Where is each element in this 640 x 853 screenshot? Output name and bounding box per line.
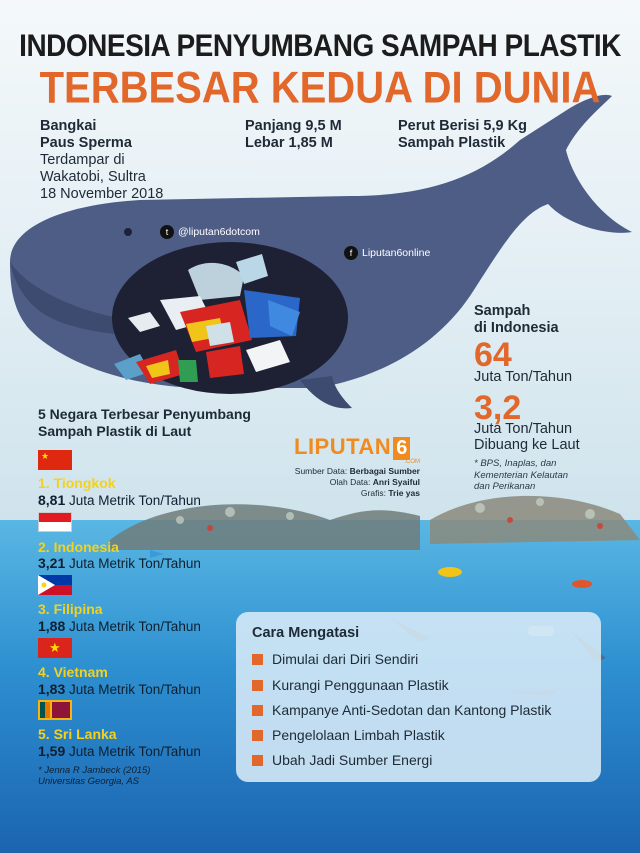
countries-heading-1: 5 Negara Terbesar Penyumbang — [38, 406, 251, 422]
credit-source — [260, 466, 420, 476]
country-2-name: 2. Indonesia — [38, 539, 119, 555]
country-2-unit: Juta Metrik Ton/Tahun — [69, 556, 201, 571]
whale-location-bold-1: Bangkai — [40, 118, 97, 134]
credit-data-value: Anri Syaiful — [372, 477, 420, 487]
country-4-value: 1,83 — [38, 681, 66, 697]
indonesia-value-2: 3,2 — [474, 389, 522, 427]
title-line-1: INDONESIA PENYUMBANG SAMPAH PLASTIK — [19, 28, 621, 63]
whale-width: Lebar 1,85 M — [245, 135, 333, 151]
countries-note-line-1: * Jenna R Jambeck (2015) — [38, 765, 151, 776]
whale-location-line-1: Terdampar di — [40, 152, 125, 168]
solution-item-1-text: Dimulai dari Diri Sendiri — [272, 651, 419, 667]
country-2-value: 3,21 — [38, 555, 66, 571]
indonesia-note-line-3: dan Perikanan — [474, 481, 536, 492]
credit-source-label: Sumber Data: — [294, 466, 348, 476]
twitter-icon: t — [160, 225, 174, 239]
liputan6-logo — [294, 434, 424, 464]
facebook-icon: f — [344, 246, 358, 260]
logo-suffix: .COM — [404, 459, 420, 465]
whale-location-line-3: 18 November 2018 — [40, 186, 164, 202]
twitter-handle-text: @liputan6dotcom — [178, 225, 260, 238]
solution-item-4 — [252, 727, 445, 743]
twitter-handle[interactable] — [160, 225, 260, 239]
logo-number: 6 — [393, 437, 410, 460]
credit-source-value: Berbagai Sumber — [349, 466, 420, 476]
country-1-unit: Juta Metrik Ton/Tahun — [69, 493, 201, 508]
facebook-handle-text: Liputan6online — [362, 246, 431, 259]
country-4-name: 4. Vietnam — [38, 664, 108, 680]
bullet-square-icon — [252, 654, 263, 665]
country-5-value: 1,59 — [38, 743, 66, 759]
solution-item-1 — [252, 651, 418, 667]
country-4-value-row — [38, 681, 201, 697]
bullet-square-icon — [252, 680, 263, 691]
indonesia-unit-2-line-2: Dibuang ke Laut — [474, 437, 580, 453]
country-4-unit: Juta Metrik Ton/Tahun — [69, 682, 201, 697]
country-5-name: 5. Sri Lanka — [38, 726, 117, 742]
bullet-square-icon — [252, 705, 263, 716]
solution-item-3 — [252, 702, 551, 718]
country-1-value-row — [38, 492, 201, 508]
whale-location-bold-2: Paus Sperma — [40, 135, 132, 151]
bullet-square-icon — [252, 730, 263, 741]
indonesia-heading-2: di Indonesia — [474, 320, 559, 336]
title-line-2: TERBESAR KEDUA DI DUNIA — [39, 63, 601, 113]
whale-location-line-2: Wakatobi, Sultra — [40, 169, 146, 185]
flag-philippines-icon — [38, 575, 72, 595]
indonesia-value-1: 64 — [474, 336, 512, 374]
countries-heading-2: Sampah Plastik di Laut — [38, 423, 192, 439]
indonesia-note-line-1: * BPS, Inaplas, dan — [474, 458, 557, 469]
solution-item-5-text: Ubah Jadi Sumber Energi — [272, 752, 433, 768]
whale-length: Panjang 9,5 M — [245, 118, 342, 134]
country-3-value: 1,88 — [38, 618, 66, 634]
countries-note-line-2: Universitas Georgia, AS — [38, 776, 140, 787]
facebook-handle[interactable] — [344, 246, 430, 260]
whale-stomach-line-2: Sampah Plastik — [398, 135, 506, 151]
country-3-value-row — [38, 618, 201, 634]
solution-item-2 — [252, 677, 449, 693]
flag-indonesia-icon — [38, 512, 72, 532]
solution-item-2-text: Kurangi Penggunaan Plastik — [272, 677, 449, 693]
logo-text: LIPUTAN — [294, 434, 392, 459]
indonesia-heading-1: Sampah — [474, 303, 531, 319]
indonesia-unit-1: Juta Ton/Tahun — [474, 369, 573, 385]
credit-graphic-value: Trie yas — [388, 488, 420, 498]
flag-china-icon: ★ — [38, 450, 72, 470]
countries-note — [38, 765, 150, 787]
country-5-unit: Juta Metrik Ton/Tahun — [69, 744, 201, 759]
credit-data-label: Olah Data: — [329, 477, 371, 487]
country-3-unit: Juta Metrik Ton/Tahun — [69, 619, 201, 634]
country-5-value-row — [38, 743, 201, 759]
whale-stomach-line-1: Perut Berisi 5,9 Kg — [398, 118, 527, 134]
flag-vietnam-icon: ★ — [38, 638, 72, 658]
solution-item-4-text: Pengelolaan Limbah Plastik — [272, 727, 445, 743]
credit-graphic-label: Grafis: — [360, 488, 386, 498]
solution-item-3-text: Kampanye Anti-Sedotan dan Kantong Plastik — [272, 702, 552, 718]
indonesia-note-line-2: Kementerian Kelautan — [474, 469, 569, 481]
country-1-value: 8,81 — [38, 492, 66, 508]
country-2-value-row — [38, 555, 201, 571]
country-3-name: 3. Filipina — [38, 601, 103, 617]
solutions-heading: Cara Mengatasi — [252, 625, 360, 641]
bullet-square-icon — [252, 755, 263, 766]
solution-item-5 — [252, 752, 432, 768]
country-1-name: 1. Tiongkok — [38, 475, 116, 491]
indonesia-unit-2-line-1: Juta Ton/Tahun — [474, 421, 573, 437]
flag-srilanka-icon — [38, 700, 72, 720]
